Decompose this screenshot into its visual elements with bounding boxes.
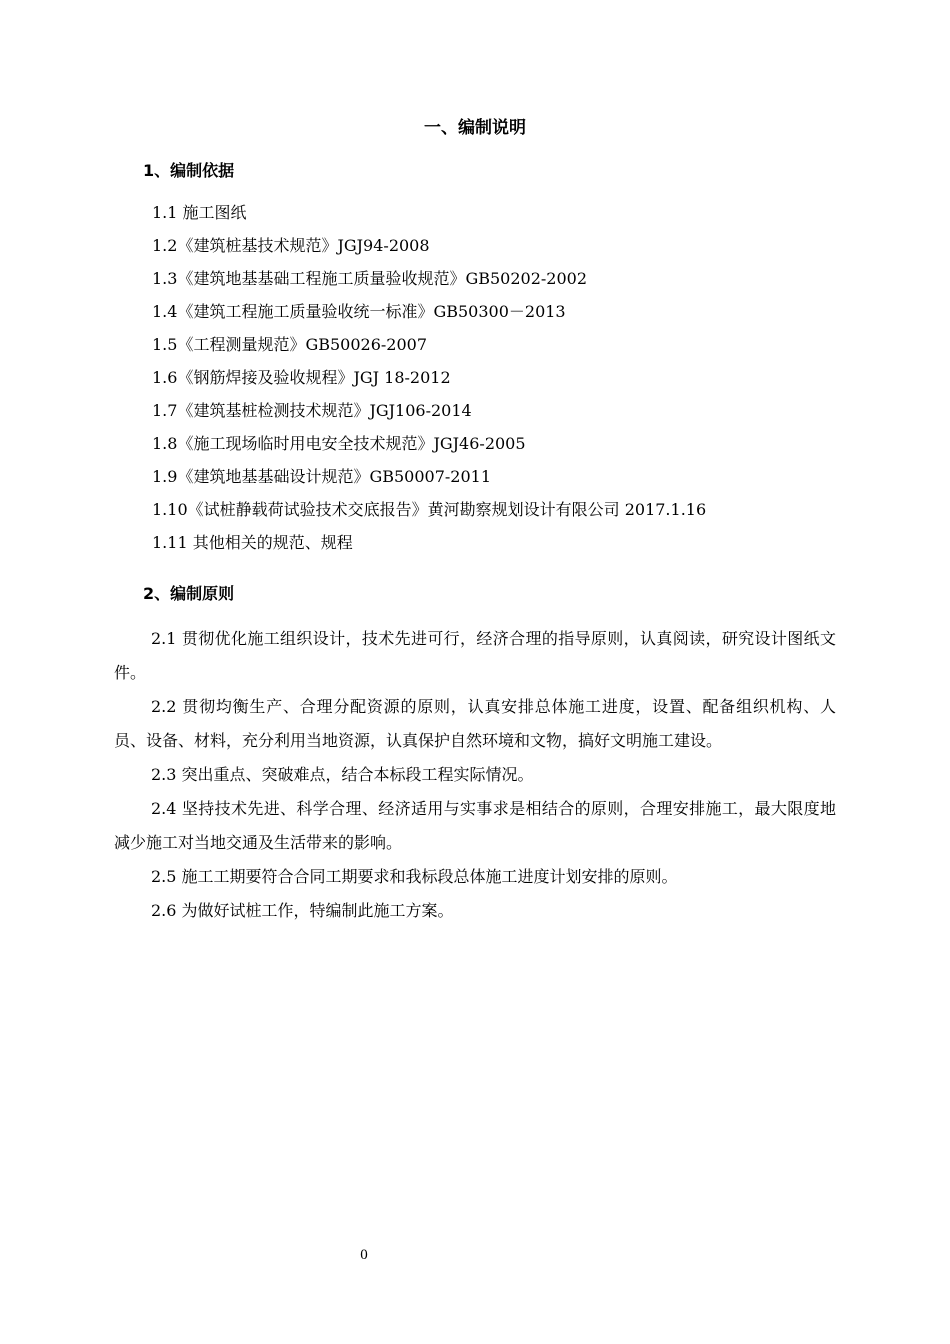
list-item: 1.1 施工图纸 (152, 203, 247, 222)
principles-body (114, 622, 836, 928)
list-item: 1.9《建筑地基基础设计规范》GB50007-2011 (152, 467, 492, 486)
list-item: 1.4《建筑工程施工质量验收统一标准》GB50300－2013 (152, 302, 566, 321)
list-item: 1.8《施工现场临时用电安全技术规范》JGJ46-2005 (152, 434, 526, 453)
list-item: 1.11 其他相关的规范、规程 (152, 533, 353, 552)
reference-list (152, 201, 706, 564)
principle-paragraph: 2.2 贯彻均衡生产、合理分配资源的原则，认真安排总体施工进度，设置、配备组织机构、人员、设备、材料，充分利用当地资源，认真保护自然环境和文物，搞好文明施工建设。 (114, 697, 836, 750)
principle-paragraph: 2.1 贯彻优化施工组织设计，技术先进可行，经济合理的指导原则，认真阅读，研究设计图纸文件。 (114, 629, 836, 682)
section-heading-principles: 2、编制原则 (143, 584, 235, 603)
list-item: 1.10《试桩静载荷试验技术交底报告》黄河勘察规划设计有限公司 2017.1.16 (152, 500, 707, 519)
list-item: 1.5《工程测量规范》GB50026-2007 (152, 335, 428, 354)
page-number: 0 (360, 1247, 368, 1263)
principle-paragraph: 2.3 突出重点、突破难点，结合本标段工程实际情况。 (151, 765, 534, 784)
list-item: 1.3《建筑地基基础工程施工质量验收规范》GB50202-2002 (152, 269, 588, 288)
document-title: 一、编制说明 (424, 118, 526, 138)
list-item: 1.6《钢筋焊接及验收规程》JGJ 18-2012 (152, 368, 451, 387)
principle-paragraph: 2.6 为做好试桩工作，特编制此施工方案。 (151, 901, 454, 920)
section-heading-basis: 1、编制依据 (143, 161, 235, 180)
principle-paragraph: 2.4 坚持技术先进、科学合理、经济适用与实事求是相结合的原则，合理安排施工，最大限度地减少施工对当地交通及生活带来的影响。 (114, 799, 836, 852)
list-item: 1.2《建筑桩基技术规范》JGJ94-2008 (152, 236, 430, 255)
list-item: 1.7《建筑基桩检测技术规范》JGJ106-2014 (152, 401, 472, 420)
principle-paragraph: 2.5 施工工期要符合合同工期要求和我标段总体施工进度计划安排的原则。 (151, 867, 678, 886)
